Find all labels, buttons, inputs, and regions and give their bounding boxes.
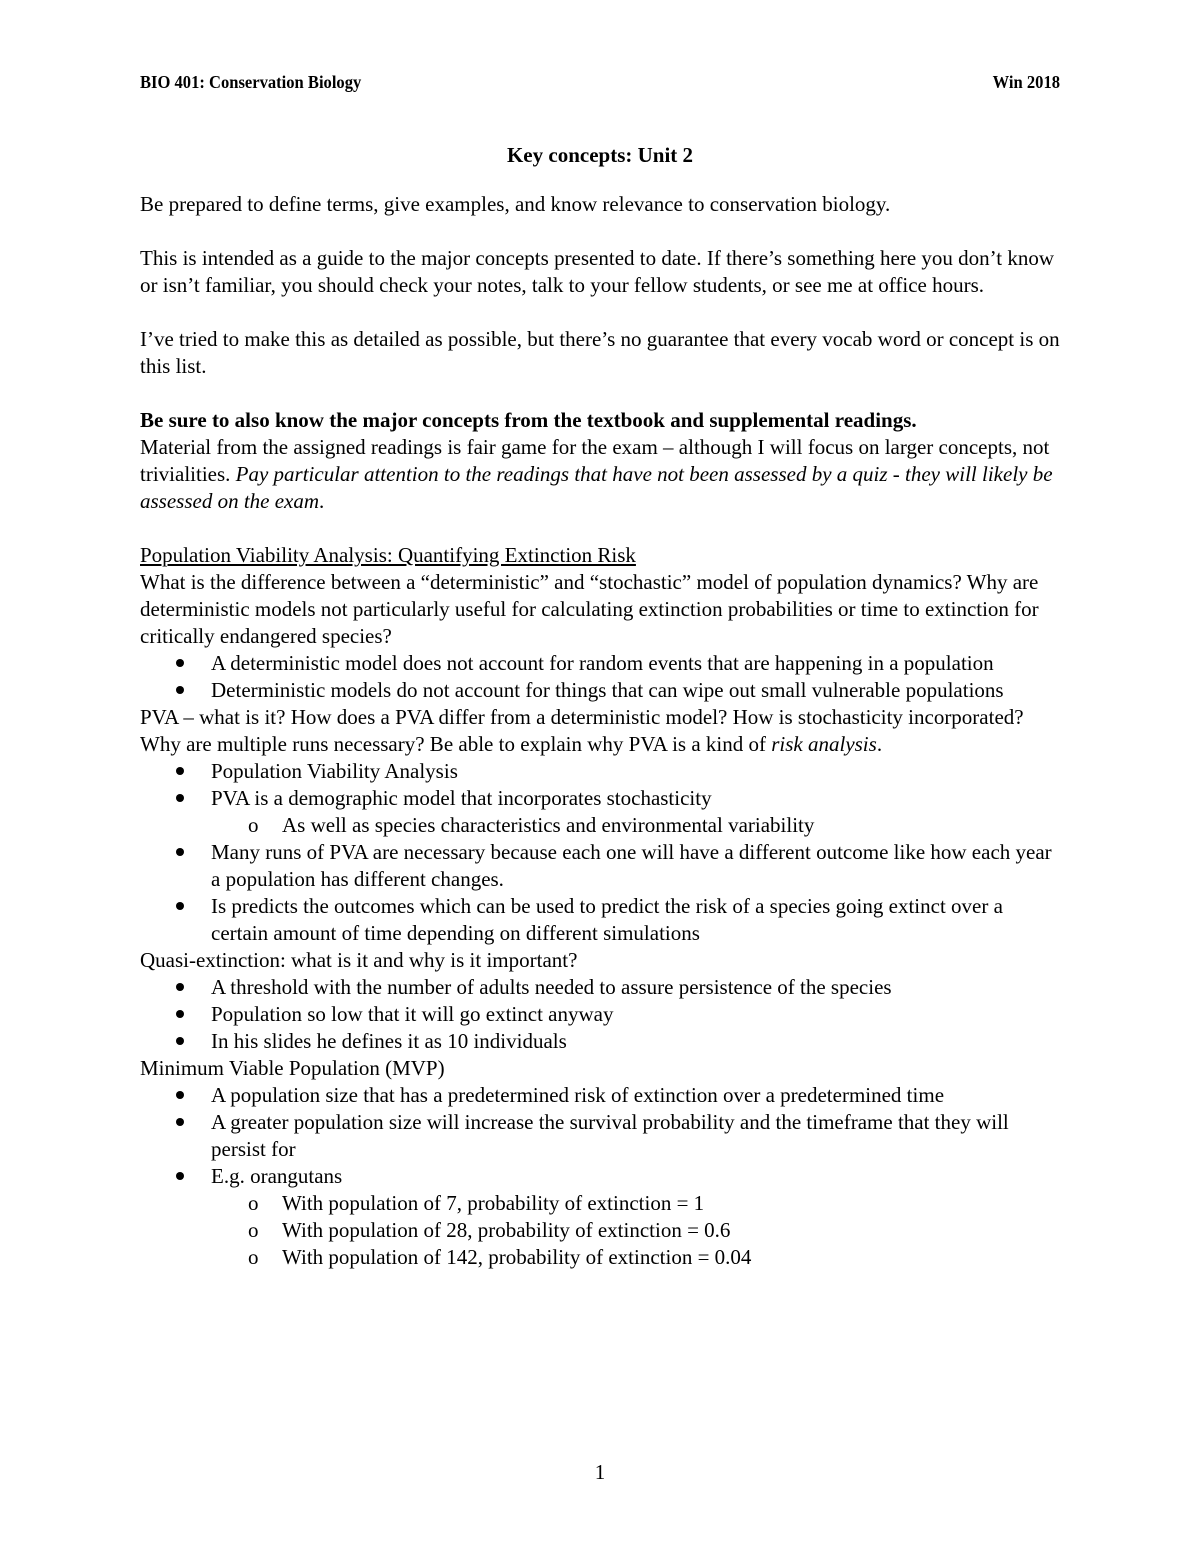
- readings-italic-text: Pay particular attention to the readings that have not been assessed by a quiz - they will likely be assessed on the exam: [140, 462, 1053, 513]
- question-pva-end: .: [876, 732, 883, 756]
- document-title: Key concepts: Unit 2: [506, 143, 694, 167]
- course-title: BIO 401: Conservation Biology: [140, 72, 362, 92]
- section-heading-pva: Population Viability Analysis: Quantifying Extinction Risk: [140, 543, 636, 567]
- question-deterministic-stochastic: What is the difference between a “deterministic” and “stochastic” model of population dynamics? Why are deterministic models not particularly useful for calculating extinction probabilities or time to extinction for critically endangered species?: [140, 570, 1039, 648]
- bullet-list-q1: [140, 650, 1060, 704]
- sub-list-item: o With population of 142, probability of extinction = 0.04: [140, 1244, 1060, 1271]
- question-pva: [140, 704, 1060, 758]
- sub-list-item: o As well as species characteristics and environmental variability: [140, 812, 1060, 839]
- readings-emphasis: Be sure to also know the major concepts from the textbook and supplemental readings.: [140, 408, 917, 432]
- sub-list-item: o With population of 28, probability of extinction = 0.6: [140, 1217, 1060, 1244]
- bullet-list-q2: [140, 758, 1060, 812]
- list-item: Population Viability Analysis: [140, 758, 1060, 785]
- intro-paragraph-1: Be prepared to define terms, give examples, and know relevance to conservation biology.: [140, 192, 891, 216]
- list-item: Many runs of PVA are necessary because each one will have a different outcome like how each year a population has different changes.: [140, 839, 1060, 893]
- sub-bullet-list-q4: [140, 1190, 1060, 1271]
- list-item: A threshold with the number of adults needed to assure persistence of the species: [140, 974, 1060, 1001]
- readings-text: Material from the assigned readings is fair game for the exam – although I will focus on larger concepts, not trivialities.: [140, 435, 1050, 486]
- term-label: Win 2018: [992, 72, 1060, 92]
- list-item: [140, 785, 1060, 812]
- intro-paragraph-3: I’ve tried to make this as detailed as possible, but there’s no guarantee that every vocab word or concept is on this list.: [140, 327, 1060, 378]
- list-item: Population so low that it will go extinct anyway: [140, 1001, 1060, 1028]
- bullet-list-q3: [140, 974, 1060, 1055]
- list-item: A greater population size will increase the survival probability and the timeframe that they will persist for: [140, 1109, 1060, 1163]
- question-pva-italic: risk analysis: [771, 732, 877, 756]
- list-item: A population size that has a predetermined risk of extinction over a predetermined time: [140, 1082, 1060, 1109]
- question-quasi-extinction: Quasi-extinction: what is it and why is it important?: [140, 948, 578, 972]
- readings-end: .: [319, 489, 325, 513]
- page-header: [140, 70, 1060, 94]
- list-item: In his slides he defines it as 10 individuals: [140, 1028, 1060, 1055]
- list-item: A deterministic model does not account for random events that are happening in a population: [140, 650, 1060, 677]
- list-item: Deterministic models do not account for things that can wipe out small vulnerable populations: [140, 677, 1060, 704]
- page-number: 1: [594, 1460, 606, 1484]
- list-item: Is predicts the outcomes which can be used to predict the risk of a species going extinct over a certain amount of time depending on different simulations: [140, 893, 1060, 947]
- readings-paragraph: [140, 434, 1060, 515]
- intro-paragraph-2: This is intended as a guide to the major concepts presented to date. If there’s something here you don’t know or isn’t familiar, you should check your notes, talk to your fellow students, or see me at office hours.: [140, 246, 1055, 297]
- document-page: [140, 70, 1060, 1271]
- question-pva-text: PVA – what is it? How does a PVA differ from a deterministic model? How is stochasticity incorporated? Why are multiple runs necessary? Be able to explain why PVA is a kind of: [140, 705, 1024, 756]
- list-item-text: PVA is a demographic model that incorporates stochasticity: [211, 786, 712, 810]
- list-item: E.g. orangutans: [140, 1163, 1060, 1190]
- bullet-list-q4: [140, 1082, 1060, 1190]
- bullet-list-q2-cont: [140, 839, 1060, 947]
- sub-bullet-list-q2: [140, 812, 1060, 839]
- sub-list-item: o With population of 7, probability of extinction = 1: [140, 1190, 1060, 1217]
- question-mvp: Minimum Viable Population (MVP): [140, 1056, 445, 1080]
